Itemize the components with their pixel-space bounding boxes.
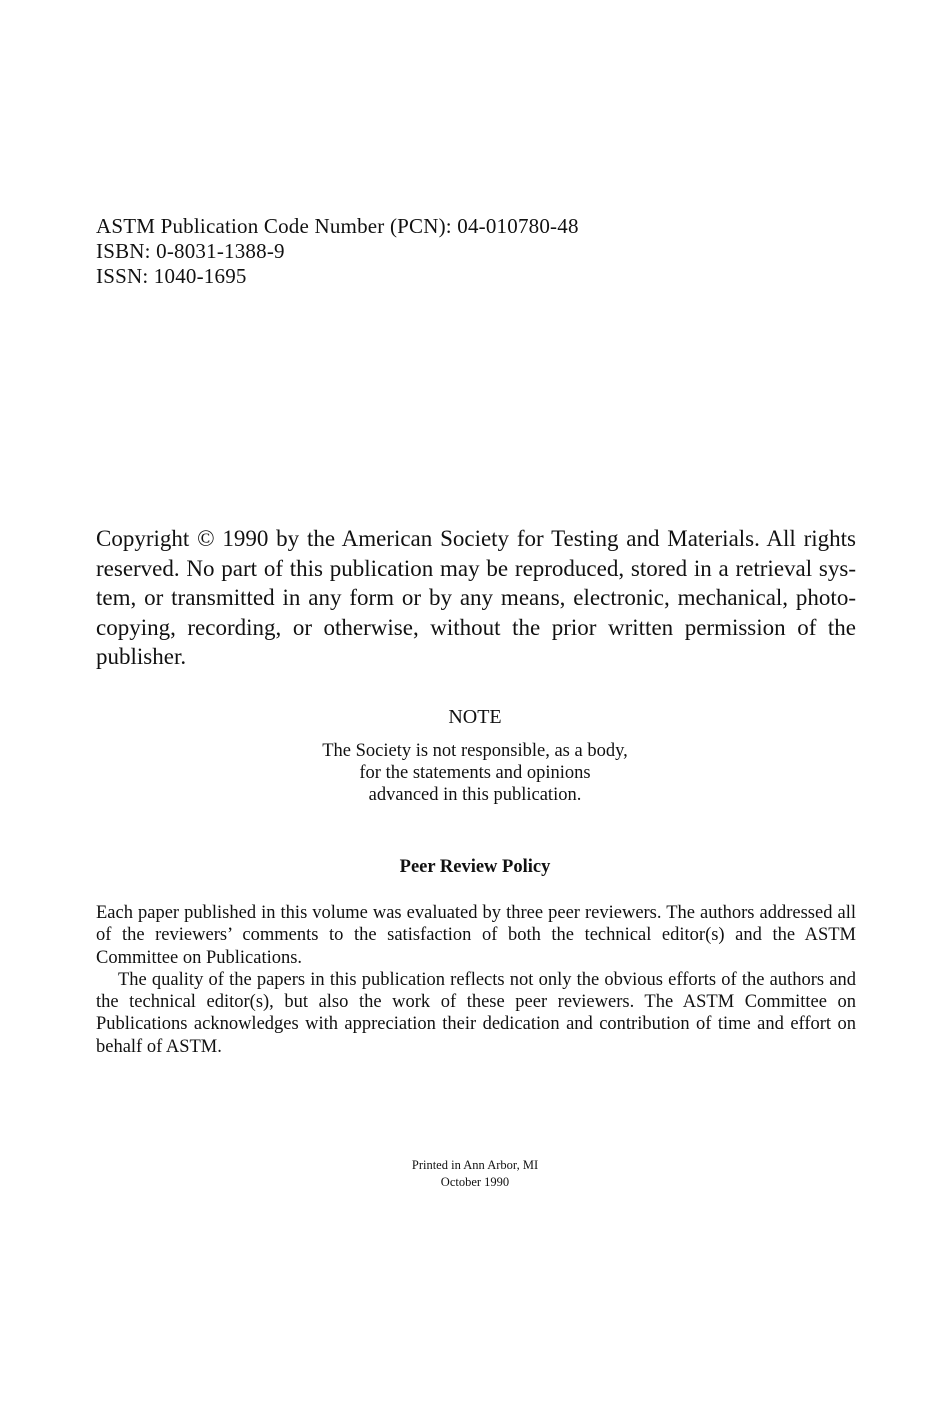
peer-review-paragraph-2: The quality of the papers in this publication reflects not only the obvious efforts of the authors and the technical editor(s), but also the work of these peer reviewers. The ASTM Committee on Publications acknowledges with appreciation their dedication and contribution of time and effort on behalf of ASTM. (96, 969, 856, 1057)
peer-review-heading: Peer Review Policy (399, 857, 551, 877)
print-location: Printed in Ann Arbor, MI (411, 1158, 539, 1172)
note-heading: NOTE (448, 706, 502, 728)
note-line-3: advanced in this publication. (368, 785, 582, 805)
peer-review-paragraph-1: Each paper published in this volume was evaluated by three peer reviewers. The authors addressed all of the reviewers’ comments to the satisfaction of both the technical editor(s) and the ASTM Committee on Publications. (96, 903, 856, 968)
print-imprint (0, 1157, 950, 1191)
issn-line: ISSN: 1040-1695 (96, 264, 247, 288)
note-section (0, 705, 950, 806)
copyright-notice: Copyright © 1990 by the American Society for Testing and Materials. All rights reserved. No part of this publication may be reproduced, stored in a retrieval system, or transmitted in any form or by any means, electronic, mechanical, photocopying, recording, or otherwise, without the prior written permission of the publisher. (96, 526, 856, 669)
publication-identifiers (96, 214, 579, 289)
peer-review-body (96, 902, 856, 1058)
pcn-line: ASTM Publication Code Number (PCN): 04-010780-48 (96, 214, 579, 238)
note-line-2: for the statements and opinions (359, 763, 591, 783)
print-date: October 1990 (440, 1175, 510, 1189)
isbn-line: ISBN: 0-8031-1388-9 (96, 239, 285, 263)
note-line-1: The Society is not responsible, as a body, (322, 741, 628, 761)
